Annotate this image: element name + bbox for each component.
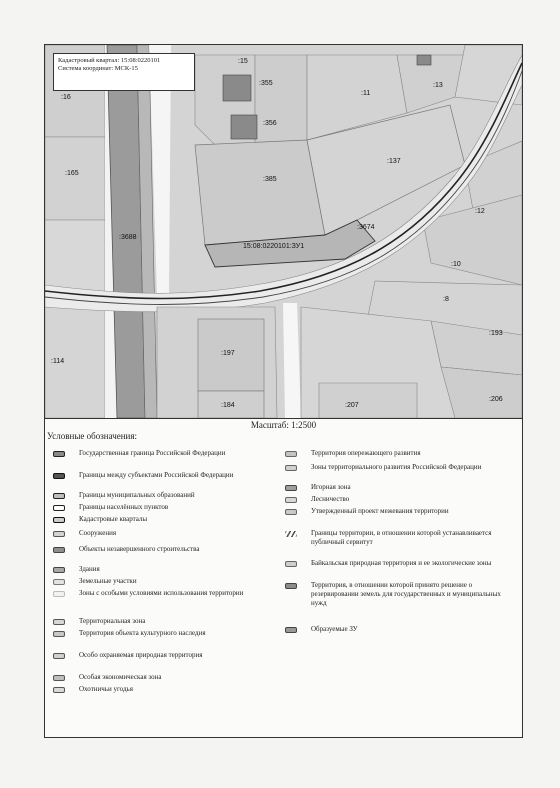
legend-swatch-icon (53, 493, 65, 499)
parcel-label: :15 (238, 58, 248, 65)
legend-item (285, 507, 506, 516)
legend-item-label: Особая экономическая зона (79, 673, 162, 681)
legend-swatch-icon (285, 497, 297, 503)
legend-swatch-icon (285, 509, 297, 515)
legend-swatch-icon (285, 485, 297, 491)
legend-item-label: Байкальская природная территория и ее экологические зоны (311, 559, 492, 567)
legend-item (53, 515, 274, 524)
parcel-label: :137 (387, 158, 401, 165)
legend-item (53, 545, 274, 554)
legend-swatch-icon (53, 531, 65, 537)
parcel-label: :206 (489, 396, 503, 403)
legend-swatch-icon (285, 583, 297, 589)
parcel-label: :13 (433, 82, 443, 89)
parcel-label: :12 (475, 208, 485, 215)
legend-swatch-icon (53, 675, 65, 681)
legend-item (285, 625, 506, 634)
parcel-label: :385 (263, 176, 277, 183)
legend-swatch-icon (285, 531, 297, 537)
coordinate-system-text: Система координат: МСК-15 (58, 65, 138, 72)
legend-item-label: Территория объекта культурного наследия (79, 629, 206, 637)
legend-item-label: Государственная граница Российской Федерации (79, 449, 226, 457)
legend-item (285, 529, 506, 547)
parcel-label: :114 (51, 358, 65, 365)
legend-item-label: Зоны с особыми условиями использования территории (79, 589, 244, 597)
legend-item-label: Охотничьи угодья (79, 685, 133, 693)
legend-item (53, 529, 274, 538)
legend-swatch-icon (53, 631, 65, 637)
cadastral-map[interactable] (45, 45, 522, 419)
legend-item-label: Кадастровые кварталы (79, 515, 148, 523)
legend-item-label: Особо охраняемая природная территория (79, 651, 203, 659)
legend-swatch-icon (53, 579, 65, 585)
legend-swatch-icon (53, 591, 65, 597)
parcel-label: :356 (263, 120, 277, 127)
legend-swatch-icon (53, 567, 65, 573)
parcel-label: :10 (451, 261, 461, 268)
legend-item-label: Границы муниципальных образований (79, 491, 195, 499)
legend-item (53, 589, 274, 598)
legend-item (53, 577, 274, 586)
cadastral-quarter-text: Кадастровый квартал: 15:08:0220101 (58, 57, 161, 64)
legend-item-label: Территориальная зона (79, 617, 146, 625)
parcel-label: :355 (259, 80, 273, 87)
legend-swatch-icon (53, 517, 65, 523)
parcel-label: :11 (361, 90, 371, 97)
legend-item-label: Объекты незавершенного строительства (79, 545, 200, 553)
legend-item (285, 483, 506, 492)
legend-item (53, 673, 274, 682)
legend-swatch-icon (53, 547, 65, 553)
legend-item (285, 449, 506, 458)
zu1-label: 15:08:0220101:ЗУ1 (243, 243, 305, 250)
legend-item (53, 617, 274, 626)
parcel-label: :197 (221, 350, 235, 357)
parcel-label: :165 (65, 170, 79, 177)
parcel-label: :3674 (357, 224, 375, 231)
legend-item-label: Земельные участки (79, 577, 137, 585)
legend-item (53, 449, 274, 458)
legend-swatch-icon (285, 627, 297, 633)
legend-item (53, 651, 274, 660)
legend-item (53, 629, 274, 638)
legend-swatch-icon (53, 619, 65, 625)
parcel-label: :8 (443, 296, 449, 303)
legend-item (53, 685, 274, 694)
legend-item (285, 559, 506, 568)
legend-item-label: Зоны территориального развития Российской Федерации (311, 463, 482, 471)
map-sheet (44, 44, 523, 738)
legend-item-label: Образуемые ЗУ (311, 625, 358, 633)
legend-item-label: Границы территории, в отношении которой устанавливается публичный сервитут (311, 529, 492, 546)
legend-swatch-icon (285, 465, 297, 471)
legend-item-label: Территория опережающего развития (311, 449, 421, 457)
legend-item (53, 565, 274, 574)
legend-swatch-icon (53, 687, 65, 693)
legend-swatch-icon (53, 653, 65, 659)
legend-item-label: Утвержденный проект межевания территории (311, 507, 449, 515)
legend-swatch-icon (53, 451, 65, 457)
legend-item-label: Территория, в отношении которой принято решение о резервировании земель для государственных и муниципальных нужд (311, 581, 501, 607)
legend-item (285, 581, 506, 608)
legend-item (53, 503, 274, 512)
parcel-label: :3688 (119, 234, 137, 241)
parcel-label: :193 (489, 330, 503, 337)
legend-item (53, 491, 274, 500)
legend-item (285, 463, 506, 472)
legend-item-label: Здания (79, 565, 100, 573)
legend-item (285, 495, 506, 504)
parcel-label: :207 (345, 402, 359, 409)
legend-item-label: Границы населённых пунктов (79, 503, 169, 511)
legend-item (53, 471, 274, 480)
legend-swatch-icon (53, 473, 65, 479)
legend-swatch-icon (53, 505, 65, 511)
legend-swatch-icon (285, 561, 297, 567)
map-info-box (53, 53, 195, 91)
legend-title: Условные обозначения: (47, 431, 138, 441)
map-canvas (45, 45, 522, 418)
legend-item-label: Игорная зона (311, 483, 351, 491)
legend-item-label: Лесничество (311, 495, 350, 503)
map-scale: Масштаб: 1:2500 (250, 420, 317, 430)
parcel-label: :16 (61, 94, 71, 101)
parcel-label: :184 (221, 402, 235, 409)
legend-swatch-icon (285, 451, 297, 457)
legend-item-label: Сооружения (79, 529, 117, 537)
legend-item-label: Границы между субъектами Российской Федерации (79, 471, 234, 479)
